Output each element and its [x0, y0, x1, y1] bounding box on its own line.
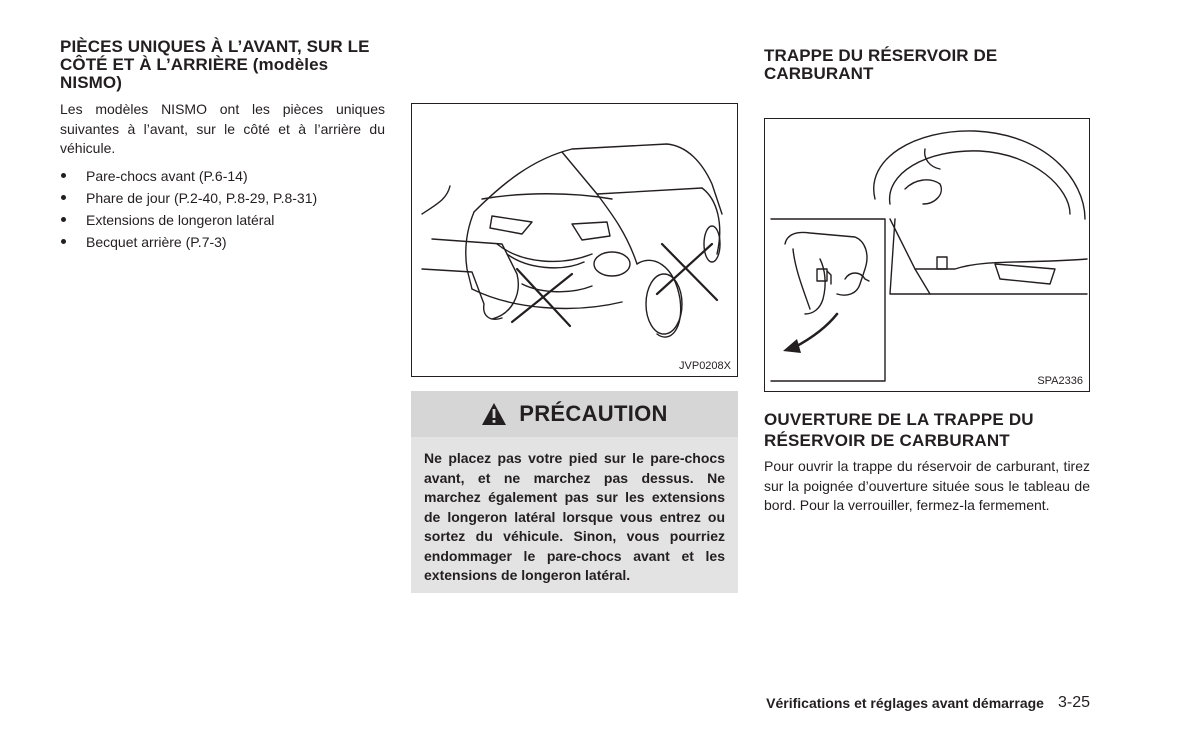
right-column [764, 47, 1090, 516]
fuel-door-paragraph: Pour ouvrir la trappe du réservoir de carburant, tirez sur la poignée d’ouverture située sous le tableau de bord. Pour la verrouiller, fermez-la fermement. [764, 458, 1090, 513]
left-column [60, 38, 385, 253]
middle-column [411, 103, 738, 593]
section-title-nismo-parts: PIÈCES UNIQUES À L’AVANT, SUR LE CÔTÉ ET À L’ARRIÈRE (modèles NISMO) [60, 37, 370, 92]
figure-code: JVP0208X [679, 360, 731, 372]
caution-text: Ne placez pas votre pied sur le pare-chocs avant, et ne marchez pas dessus. Ne marchez également pas sur les extensions de longeron latéral lorsque vous entrez ou sortez du véhicule. Sinon, vous pourriez endommager le pare-chocs avant et les extensions de longeron latéral. [411, 437, 738, 593]
figure-fuel-door-release [764, 118, 1090, 392]
caution-title: PRÉCAUTION [519, 401, 668, 426]
list-item: Pare-chocs avant (P.6-14) [60, 165, 385, 187]
figure-car-foot-warning [411, 103, 738, 377]
bullet-icon [61, 195, 66, 200]
intro-paragraph: Les modèles NISMO ont les pièces uniques suivantes à l’avant, sur le côté et à l’arrière du véhicule. [60, 101, 385, 156]
car-foot-warning-illustration [412, 104, 737, 376]
caution-box [411, 391, 738, 593]
caution-header [411, 391, 738, 437]
warning-triangle-icon [481, 402, 507, 426]
list-item: Phare de jour (P.2-40, P.8-29, P.8-31) [60, 187, 385, 209]
page-number: 3-25 [1057, 694, 1090, 711]
footer-section-name: Vérifications et réglages avant démarrage [766, 695, 1044, 711]
list-item: Extensions de longeron latéral [60, 209, 385, 231]
figure-code: SPA2336 [1037, 375, 1083, 387]
section-title-fuel-door: TRAPPE DU RÉSERVOIR DE CARBURANT [764, 46, 998, 83]
subheading-opening: OUVERTURE DE LA TRAPPE DU RÉSERVOIR DE CARBURANT [764, 410, 1034, 450]
page-footer [766, 694, 1090, 712]
bullet-icon [61, 239, 66, 244]
fuel-door-release-illustration [765, 119, 1089, 391]
bullet-icon [61, 173, 66, 178]
list-item: Becquet arrière (P.7-3) [60, 231, 385, 253]
bullet-icon [61, 217, 66, 222]
parts-list [60, 165, 385, 253]
